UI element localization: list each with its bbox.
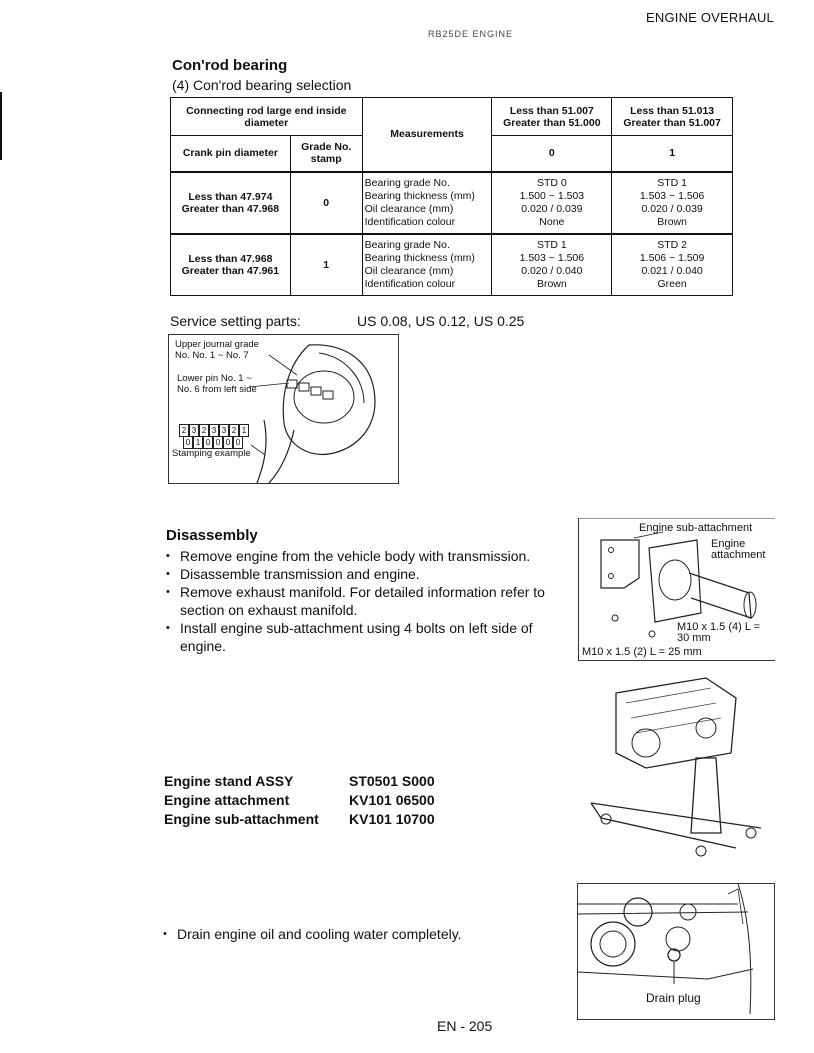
bolt-spec-25mm: M10 x 1.5 (2) L = 25 mm [582, 646, 702, 658]
disassembly-step: • Remove engine from the vehicle body with transmission. [166, 547, 576, 565]
sub-attachment-label: Engine sub-attachment [639, 522, 753, 534]
value: 1.503 ~ 1.506 [519, 251, 585, 264]
service-parts-value: US 0.08, US 0.12, US 0.25 [357, 313, 525, 329]
stamp-digit: 1 [193, 436, 203, 449]
stamp-digit: 3 [219, 424, 229, 437]
meas-label: Identification colour [364, 215, 456, 228]
tool-code: KV101 06500 [349, 792, 435, 808]
row1-col1-values [492, 172, 612, 234]
disassembly-step: • Install engine sub-attachment using 4 bolts on left side of engine. [166, 619, 576, 655]
header-grade-stamp: Grade No. stamp [290, 136, 362, 172]
drain-step: • Drain engine oil and cooling water completely. [163, 925, 553, 943]
value: 0.020 / 0.039 [641, 202, 703, 215]
value: Brown [536, 277, 567, 290]
bearing-selection-table [170, 97, 733, 296]
disassembly-step: • Disassemble transmission and engine. [166, 565, 576, 583]
upper-journal-label: Upper journal grade No. No. 1 ~ No. 7 [175, 339, 259, 361]
tool-row [164, 810, 435, 829]
tool-code: KV101 10700 [349, 811, 435, 827]
stamp-digit: 3 [209, 424, 219, 437]
meas-label: Identification colour [364, 277, 456, 290]
header-section-title: ENGINE OVERHAUL [646, 10, 774, 25]
stamp-digit: 2 [179, 424, 189, 437]
meas-label: Oil clearance (mm) [364, 264, 454, 277]
tool-name: Engine attachment [164, 792, 290, 808]
stamp-digit: 0 [183, 436, 193, 449]
stamping-example-caption: Stamping example [172, 448, 251, 459]
row2-col2-values [612, 234, 733, 296]
conrod-title: Con'rod bearing [172, 57, 288, 74]
value: 1.506 ~ 1.509 [639, 251, 705, 264]
value: 0.021 / 0.040 [641, 264, 703, 277]
engine-attachment-label: Engine attachment [711, 538, 766, 561]
special-tools-list [164, 772, 435, 829]
row2-grade: 1 [290, 234, 362, 296]
header-engine-name: RB25DE ENGINE [428, 29, 514, 39]
tool-name: Engine stand ASSY [164, 773, 294, 789]
value: STD 1 [657, 176, 687, 189]
value: None [539, 215, 565, 228]
meas-label: Oil clearance (mm) [364, 202, 454, 215]
stamp-digit: 3 [189, 424, 199, 437]
value: 1.500 ~ 1.503 [519, 189, 585, 202]
value: STD 2 [657, 238, 687, 251]
engine-stand-figure [586, 673, 772, 863]
value: 0.020 / 0.040 [521, 264, 583, 277]
stamp-digit: 2 [199, 424, 209, 437]
service-parts-label: Service setting parts: [170, 313, 301, 329]
value: Brown [657, 215, 687, 228]
tool-row [164, 772, 435, 791]
page-number: EN - 205 [437, 1018, 493, 1034]
disassembly-title: Disassembly [166, 527, 258, 544]
meas-label: Bearing grade No. [364, 176, 450, 189]
stamp-digit: 0 [203, 436, 213, 449]
lower-pin-label: Lower pin No. 1 ~ No. 6 from left side [177, 373, 257, 395]
stamp-digit: 1 [239, 424, 249, 437]
value: 0.020 / 0.039 [521, 202, 583, 215]
engine-attachment-figure [578, 518, 775, 661]
drain-plug-label: Drain plug [646, 991, 701, 1005]
header-measurements: Measurements [362, 98, 492, 172]
crankshaft-stamping-figure [168, 334, 399, 484]
header-col2-range: Less than 51.013 Greater than 51.007 [612, 98, 733, 136]
meas-label: Bearing thickness (mm) [364, 251, 475, 264]
row1-measurements [362, 172, 492, 234]
stamp-digit: 0 [213, 436, 223, 449]
stamp-digit: 2 [229, 424, 239, 437]
meas-label: Bearing grade No. [364, 238, 450, 251]
row1-grade: 0 [290, 172, 362, 234]
drain-steps [163, 925, 553, 943]
row2-col1-values [492, 234, 612, 296]
engine-stand-drawing [586, 673, 772, 863]
value: 1.503 ~ 1.506 [639, 189, 705, 202]
header-crank-pin: Crank pin diameter [171, 136, 291, 172]
tool-name: Engine sub-attachment [164, 811, 319, 827]
header-col2-grade: 1 [612, 136, 733, 172]
header-col1-range: Less than 51.007 Greater than 51.000 [492, 98, 612, 136]
bolt-spec-30mm: M10 x 1.5 (4) L = 30 mm [677, 621, 761, 644]
row1-col2-values [612, 172, 733, 234]
stamp-digit: 0 [223, 436, 233, 449]
row1-crank-pin: Less than 47.974 Greater than 47.968 [171, 172, 291, 234]
value: Green [657, 277, 687, 290]
stamp-digit: 0 [233, 436, 243, 449]
value: STD 1 [536, 238, 567, 251]
disassembly-step: • Remove exhaust manifold. For detailed information refer to section on exhaust manifold. [166, 583, 576, 619]
left-margin-mark [0, 92, 2, 160]
tool-row [164, 791, 435, 810]
row2-measurements [362, 234, 492, 296]
header-large-end: Connecting rod large end inside diameter [171, 98, 363, 136]
row2-crank-pin: Less than 47.968 Greater than 47.961 [171, 234, 291, 296]
conrod-subtitle: (4) Con'rod bearing selection [172, 77, 352, 93]
value: STD 0 [536, 176, 567, 189]
drain-plug-figure [577, 883, 775, 1020]
tool-code: ST0501 S000 [349, 773, 435, 789]
header-col1-grade: 0 [492, 136, 612, 172]
meas-label: Bearing thickness (mm) [364, 189, 475, 202]
disassembly-steps [166, 547, 576, 655]
